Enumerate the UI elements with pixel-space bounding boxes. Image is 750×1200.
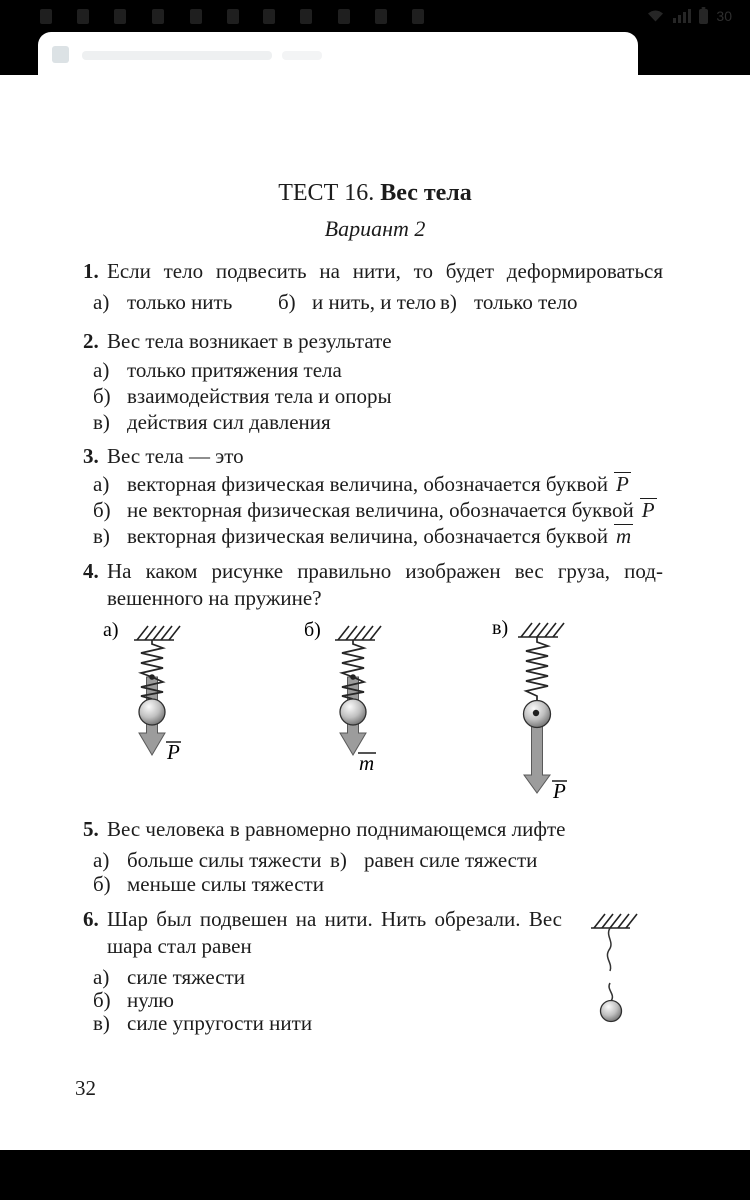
question-number: 1. <box>83 259 99 283</box>
spring <box>526 637 548 701</box>
notification-icon <box>412 9 424 24</box>
question-text: Вес тела возникает в результате <box>107 329 392 353</box>
question-text: вешенного на пружине? <box>107 586 322 610</box>
title-bold: Вес тела <box>380 180 472 206</box>
page-number: 32 <box>75 1076 96 1100</box>
figure-label: б) <box>304 619 321 641</box>
spring <box>342 640 364 677</box>
signal-icon <box>673 8 691 23</box>
option-a: а) только нить <box>93 290 233 314</box>
notification-icon <box>338 9 350 24</box>
vector-symbol: P <box>553 779 566 803</box>
option-v: в) действия сил давления <box>93 410 331 434</box>
battery-icon <box>699 7 708 24</box>
vector-symbol: P <box>641 498 655 522</box>
question-1 <box>83 258 663 285</box>
option-b: б) нулю <box>93 988 174 1012</box>
notification-icon <box>375 9 387 24</box>
option-b: б) меньше силы тяжести <box>93 872 324 896</box>
notification-icon <box>77 9 89 24</box>
question-text: Шар был подвешен на нити. Нить обрезали. Вес <box>107 907 562 931</box>
option-a: а) больше силы тяжести <box>93 848 322 872</box>
question-text: шара стал равен <box>107 934 252 958</box>
option-a: а) только притяжения тела <box>93 358 342 382</box>
question-4 <box>83 558 663 612</box>
page-title <box>0 180 750 207</box>
notification-icon <box>40 9 52 24</box>
option-v: в) только тело <box>440 290 578 314</box>
page-subtitle: Вариант 2 <box>324 216 426 241</box>
ceiling-hatch <box>335 626 381 640</box>
notification-icon <box>263 9 275 24</box>
question-number: 3. <box>83 444 99 468</box>
tab-favicon-icon <box>52 46 69 63</box>
option-b: б) взаимодействия тела и опоры <box>93 384 392 408</box>
question-6-figure <box>583 908 645 1023</box>
ball <box>601 1001 622 1022</box>
figure-a <box>103 619 181 764</box>
question-5-options-row1 <box>0 848 750 874</box>
vector-symbol: m <box>615 524 632 548</box>
question-number: 4. <box>83 559 99 583</box>
vector-symbol: m <box>359 751 375 775</box>
figure-label: а) <box>103 619 119 641</box>
bottom-bar <box>0 1150 750 1200</box>
ball-pivot-dot <box>533 710 539 716</box>
question-number: 5. <box>83 817 99 841</box>
ball <box>340 699 366 725</box>
figure-v <box>492 617 567 803</box>
question-3 <box>83 443 663 470</box>
tab-title-placeholder <box>282 51 322 60</box>
wifi-icon <box>646 8 665 23</box>
question-2 <box>83 328 663 355</box>
question-4-figures <box>75 612 615 812</box>
figure-b <box>304 619 381 775</box>
document-page <box>0 75 750 1150</box>
tab-title-placeholder <box>82 51 272 60</box>
status-bar <box>0 0 750 32</box>
question-text: На каком рисунке правильно изображен вес груза, под- <box>107 559 663 583</box>
ceiling-hatch <box>591 914 637 928</box>
ball <box>139 699 165 725</box>
notification-icon <box>300 9 312 24</box>
cut-thread-lower <box>609 983 612 1001</box>
notification-icon <box>190 9 202 24</box>
question-text: Если тело подвесить на нити, то будет деформироваться <box>107 259 663 283</box>
figure-label: в) <box>492 617 509 639</box>
notification-icon <box>152 9 164 24</box>
option-a: а) векторная физическая величина, обозначается буквой P <box>93 472 629 496</box>
ceiling-hatch <box>518 623 564 637</box>
ceiling-hatch <box>134 626 180 640</box>
question-6 <box>83 906 562 960</box>
option-v: в) равен силе тяжести <box>330 848 538 872</box>
title-prefix: ТЕСТ 16. <box>278 180 375 206</box>
notification-icon <box>227 9 239 24</box>
question-text: Вес человека в равномерно поднимающемся лифте <box>107 817 566 841</box>
question-text: Вес тела — это <box>107 444 244 468</box>
status-battery-text: 30 <box>716 7 732 24</box>
question-number: 6. <box>83 907 99 931</box>
question-1-options <box>0 290 750 316</box>
option-a: а) силе тяжести <box>93 965 245 989</box>
option-v: в) векторная физическая величина, обозначается буквой m <box>93 524 632 548</box>
browser-top-chrome <box>0 0 750 75</box>
cut-thread-upper <box>607 928 611 971</box>
option-b: б) не векторная физическая величина, обозначается буквой P <box>93 498 655 522</box>
vector-symbol: P <box>615 472 629 496</box>
option-b: б) и нить, и тело <box>278 290 437 314</box>
notification-icon <box>114 9 126 24</box>
question-number: 2. <box>83 329 99 353</box>
option-v: в) силе упругости нити <box>93 1011 313 1035</box>
browser-tab[interactable] <box>38 32 638 75</box>
spring <box>141 640 163 677</box>
vector-symbol: P <box>167 740 180 764</box>
question-5 <box>83 816 663 843</box>
